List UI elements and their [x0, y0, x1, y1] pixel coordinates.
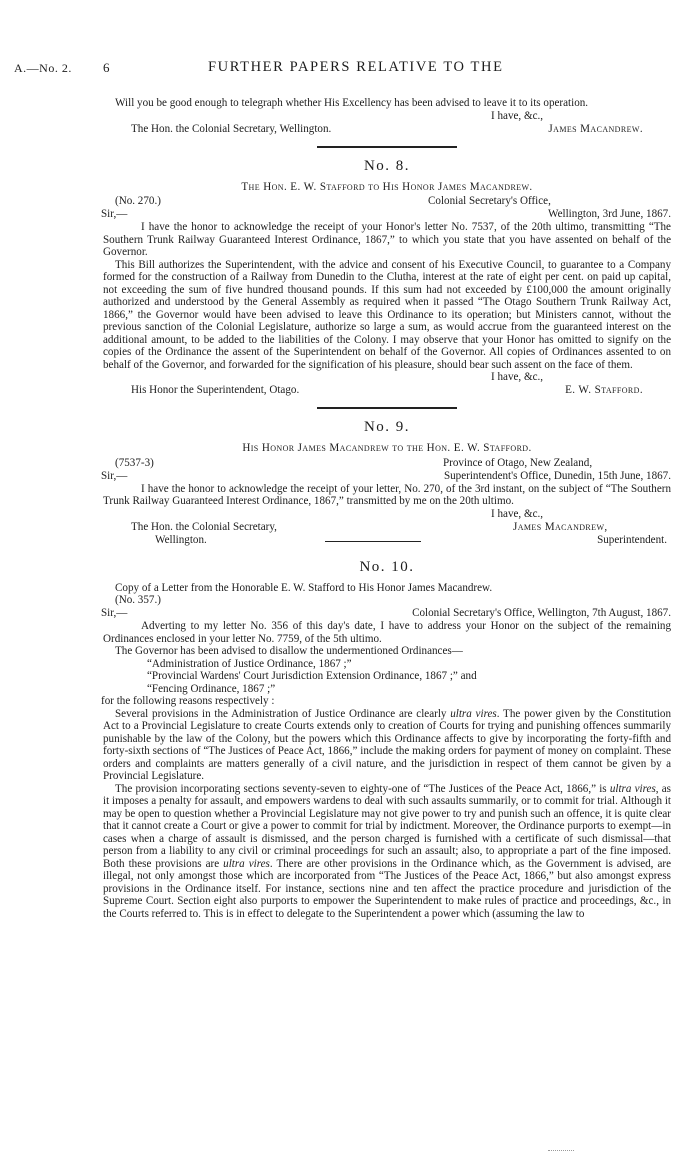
letter-no-10 — [101, 558, 671, 921]
page-header — [0, 59, 700, 80]
letter-place-date: Colonial Secretary's Office, Wellington, 7th August, 1867. — [412, 607, 671, 619]
letter-signature-title: Superintendent. — [597, 533, 667, 546]
letter-office: Province of Otago, New Zealand, — [443, 456, 593, 469]
letter-addressee-city: Wellington. — [155, 533, 207, 546]
para-text: Several provisions in the Administration of Justice Ordinance are clearly — [115, 707, 451, 720]
letter-place-date: Wellington, 3rd June, 1867. — [548, 208, 671, 220]
page-body — [103, 97, 671, 920]
letter-paragraph: Adverting to my letter No. 356 of this day's date, I have to address your Honor on the subject of the remaining Ordinances enclosed in your letter No. 7759, of the 5th ultimo. — [103, 620, 671, 645]
section-divider — [317, 407, 457, 409]
letter-ref-row — [103, 195, 671, 208]
letter-ref: (7537-3) — [115, 456, 154, 469]
para-emphasis: ultra vires — [450, 707, 497, 720]
list-intro: The Governor has been advised to disallow the undermentioned Ordinances— — [115, 645, 463, 657]
letter-paragraph: I have the honor to acknowledge the receipt of your Honor's letter No. 7537, of the 20th ultimo, transmitting “The Southern Trunk Railway Guaranteed Interest Ordinance, 1867,” to which you state that you have assented on behalf of the Governor. — [103, 221, 671, 258]
letter-byline: His Honor James Macandrew to the Hon. E. W. Stafford. — [242, 442, 532, 454]
para-text: , as it imposes a penalty for assault, and empowers wardens to deal with such assaults summarily, or to commit for trial. Although it may be open to question whether a Provincial Legislature may not give power to try and punish such an offence, it is quite clear that it cannot create a Court or give a power to commit for trial by indictment. Moreover, the Ordinance purports to exempt—in cases when a charge of assault is dismissed, and the person charged is furnished with a certificate of such dismissal—that person from a liability to any civil or criminal proceedings for such an assault; also, to appropriate a part of the fine imposed. Both these provisions are — [103, 782, 671, 870]
letter-heading: No. 9. — [363, 419, 411, 435]
intro-addressee: The Hon. the Colonial Secretary, Wellington. — [131, 122, 332, 135]
letter-address-row — [103, 208, 671, 221]
letter-signature: James Macandrew, — [513, 520, 608, 533]
rule-row — [103, 547, 671, 551]
letter-signature-line — [103, 384, 671, 397]
letter-ref-row — [103, 457, 671, 470]
letter-paragraph: I have the honor to acknowledge the receipt of your letter, No. 270, of the 3rd instant, on the subject of “The Southern Trunk Railway Guaranteed Interest Ordinance, 1867,” transmitted by me on the 20th ultimo. — [103, 482, 671, 507]
letter-paragraph — [103, 708, 671, 783]
document-reference: A.—No. 2. — [14, 61, 72, 75]
letter-heading: No. 8. — [363, 157, 411, 174]
section-divider — [317, 146, 457, 148]
short-divider — [325, 541, 421, 542]
list-outro: for the following reasons respectively : — [101, 695, 275, 707]
letter-no-8 — [101, 157, 671, 398]
letter-addressee: The Hon. the Colonial Secretary, — [131, 520, 277, 533]
letter-salutation: Sir,— — [101, 607, 128, 619]
letter-heading: No. 10. — [359, 558, 415, 575]
letter-byline — [103, 582, 671, 595]
running-title: FURTHER PAPERS RELATIVE TO THE — [208, 59, 504, 75]
letter-byline: The Hon. E. W. Stafford to His Honor James Macandrew. — [241, 180, 533, 193]
letter-salutation: Sir,— — [101, 469, 128, 482]
letter-closing: I have, &c., — [491, 371, 544, 383]
para-emphasis: ultra vires — [609, 782, 656, 795]
para-text: The provision incorporating sections seventy-seven to eighty-one of “The Justices of the Peace Act, 1866,” is — [115, 782, 610, 795]
letter-ref: (No. 270.) — [115, 195, 161, 207]
letter-closing-line — [103, 508, 671, 521]
page-number: 6 — [103, 60, 110, 75]
para-text: . The power given by the Constitution Act to a Provincial Legislature to create Courts extends only to creation of Courts for trying and punishing offences summarily punishable by the law of the Colony, but the powers which this Ordinance affects to give by incorporating the forty-fifth and forty-sixth sections of “The Justices of Peace Act, 1866,” include the making orders for payment of money on complaint. These orders and complaints are matters generally of a civil nature, and the jurisdiction in respect of them cannot be given by a Provincial Legislature. — [103, 707, 671, 782]
para-emphasis: ultra vires — [223, 857, 270, 870]
letter-no-9 — [103, 421, 671, 551]
letter-closing-line — [103, 371, 671, 384]
para-text: . There are other provisions in the Ordinance which, as the Government is advised, are illegal, not only amongst those which are incorporated from “The Justices of the Peace Act, 1866,” but also amongst express provisions in the Ordinance itself. For instance, sections nine and ten affect the practice procedure and jurisdiction of the Supreme Court. Section eight also purports to empower the Superintendent to make rules of practice and proceedings, &c., in the Courts referred to. This is in effect to delegate to the Superintendent a power which (assuming the law to — [103, 857, 671, 920]
letter-ref: (No. 357.) — [115, 594, 161, 606]
letter-paragraph: This Bill authorizes the Superintendent, with the advice and consent of his Executive Council, to guarantee to a Company formed for the construction of a Railway from Dunedin to the Clutha, interest at the rate of eight per cent. on paid up capital, not exceeding the sum of five hundred thousand pounds. If this sum had not exceeded by £100,000 the amount originally authorized and understood by the General Assembly as required when it passed “The Otago Southern Trunk Railway Act, 1866,” the Governor would have been advised to leave this Ordinance to its operation; but Ministers cannot, without the previous sanction of the Colonial Legislature, authorize so large a sum, as would accrue from the guaranteed interest on the additional amount, to be added to the liabilities of the Colony. I may observe that your Honor has omitted to signify on the copies of the Ordinance the assent of the Superintendent on behalf of the Governor. All copies of Ordinances assented to on behalf of the Governor, and forwarded for the signification of his pleasure, should bear such assent on the face of them. — [103, 258, 671, 371]
letter-office: Colonial Secretary's Office, — [428, 195, 551, 207]
letter-paragraph — [103, 783, 671, 921]
intro-closing-line — [103, 110, 671, 123]
letter-signature-line — [103, 521, 671, 534]
letter-address-row — [103, 607, 671, 620]
intro-signature-line — [103, 123, 671, 136]
letter-addressee: His Honor the Superintendent, Otago. — [131, 384, 300, 396]
letter-place-date: Superintendent's Office, Dunedin, 15th June, 1867. — [443, 469, 671, 482]
intro-signature: James Macandrew. — [548, 122, 643, 135]
ordinance-item: “Provincial Wardens' Court Jurisdiction Extension Ordinance, 1867 ;” and — [147, 670, 477, 682]
letter-byline-text: Copy of a Letter from the Honorable E. W. Stafford to His Honor James Macandrew. — [115, 581, 493, 594]
letter-signature: E. W. Stafford. — [565, 384, 643, 396]
letter-salutation: Sir,— — [101, 208, 128, 220]
letter-address-row — [103, 470, 671, 483]
letter-closing: I have, &c., — [491, 507, 544, 520]
ordinance-item: “Fencing Ordinance, 1867 ;” — [147, 682, 276, 695]
letter-ref-row — [103, 594, 671, 607]
intro-paragraph: Will you be good enough to telegraph whether His Excellency has been advised to leave it to its operation. — [115, 97, 589, 109]
intro-closing: I have, &c., — [491, 109, 544, 122]
page-footer-mark — [548, 1150, 574, 1151]
ordinance-item: “Administration of Justice Ordinance, 1867 ;” — [147, 657, 352, 670]
